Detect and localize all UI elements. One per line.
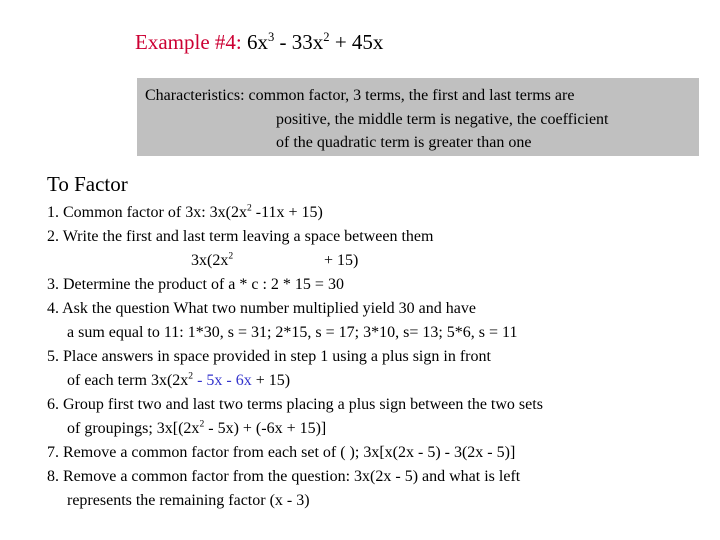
step-5-line-1: 5. Place answers in space provided in step 1 using a plus sign in front — [47, 348, 491, 365]
step-2-expression-right: + 15) — [324, 252, 359, 269]
characteristics-line-3: of the quadratic term is greater than one — [276, 134, 532, 151]
characteristics-line-2: positive, the middle term is negative, the coefficient — [276, 110, 609, 128]
step-4-line-2: a sum equal to 11: 1*30, s = 31; 2*15, s = 17; 3*10, s= 13; 5*6, s = 11 — [67, 324, 518, 341]
step-7: 7. Remove a common factor from each set of ( ); 3x[x(2x - 5) - 3(2x - 5)] — [47, 444, 516, 461]
step-1: 1. Common factor of 3x: $3x(2x^2$ -11x + 15) — [47, 202, 323, 221]
step-8-line-1: 8. Remove a common factor from the question: 3x(2x - 5) and what is left — [47, 468, 521, 485]
example-title: Example #4: $6x^3 - 33x^2 + 45x$ — [135, 30, 384, 54]
step-4-line-1: 4. Ask the question What two number multiplied yield 30 and have — [47, 300, 476, 317]
step-5-highlight: - 5x - 6x — [193, 372, 252, 389]
step-2-expression-left: $3x(2x^2$ — [191, 250, 234, 269]
step-6-line-1: 6. Group first two and last two terms placing a plus sign between the two sets — [47, 396, 543, 413]
example-label: Example #4: — [135, 30, 242, 54]
step-8-line-2: represents the remaining factor (x - 3) — [67, 492, 310, 509]
step-6-line-2: of groupings; $3x[(2x^2 - 5x) + (-6x + 15)]$ — [67, 418, 327, 437]
step-3: 3. Determine the product of a * c : 2 * 15 = 30 — [47, 276, 344, 293]
step-2-line-1: 2. Write the first and last term leaving a space between them — [47, 228, 434, 245]
step-5-line-2: of each term $3x(2x^2 - 5x - 6x + 15)$ — [67, 370, 291, 389]
section-heading: To Factor — [47, 172, 128, 196]
characteristics-line-1: Characteristics: common factor, 3 terms, the first and last terms are — [145, 87, 575, 104]
